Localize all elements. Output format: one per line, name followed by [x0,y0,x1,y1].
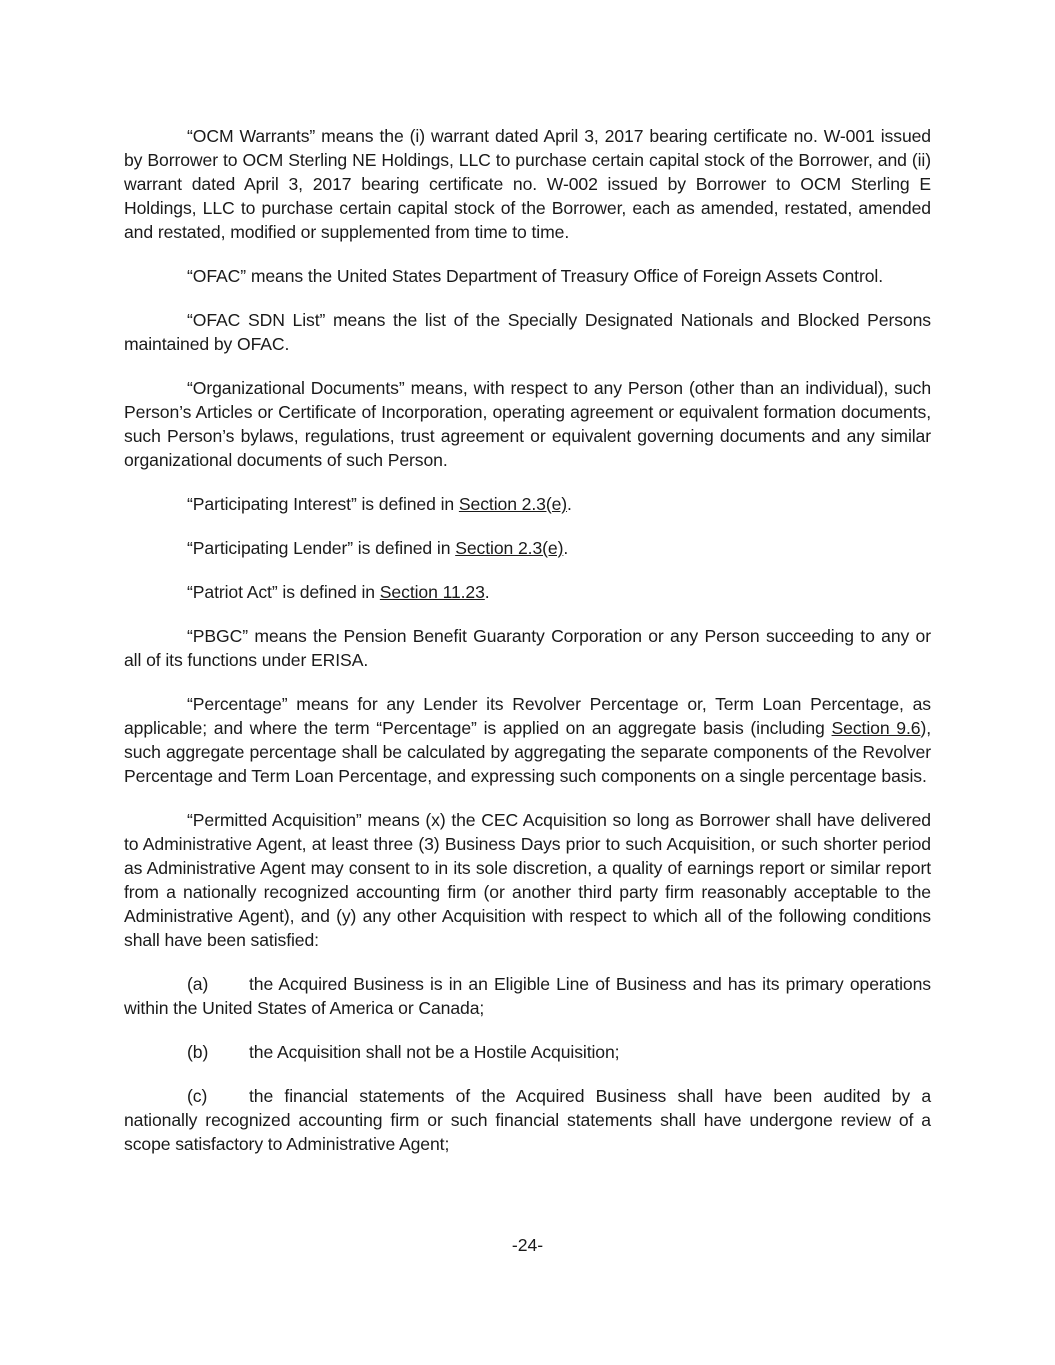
definition-pbgc [124,624,931,672]
condition-label: (a) [187,974,209,994]
section-reference: Section 2.3(e) [458,494,568,514]
definition-text: is defined in [353,538,456,558]
condition-item [124,972,931,1020]
definition-end: . [563,538,569,558]
definition-text: means, with respect to any Person (other than an individual), such Person’s Articles or Certificate of Incorporation, operating agreement or equivalent formation documents, such Person’s bylaws, regulations, trust agreement or equivalent governing documents and any similar organizational documents of such Person. [124,378,931,470]
defined-term: “Participating Interest” [187,494,357,514]
definition-text: means (x) the CEC Acquisition so long as Borrower shall have delivered to Administrative Agent, at least three (3) Business Days prior to such Acquisition, or such shorter period as Administrative Agent may consent to in its sole discretion, a quality of earnings report or similar report from a nationally recognized accounting firm (or another third party firm reasonably acceptable to the Administrative Agent), and (y) any other Acquisition with respect to which all of the following conditions shall have been satisfied: [124,810,931,950]
definition-end: . [484,582,490,602]
definition-text: means the United States Department of Treasury Office of Foreign Assets Control. [246,266,884,286]
definition-permitted-acquisition [124,808,931,952]
definition-ofac-sdn-list [124,308,931,356]
definition-text: means the list of the Specially Designated Nationals and Blocked Persons maintained by OFAC. [124,310,932,354]
condition-text: the Acquired Business is in an Eligible Line of Business and has its primary operations within the United States of America or Canada; [124,974,931,1018]
defined-term: “Organizational Documents” [187,378,405,398]
definition-text: is defined in [277,582,380,602]
definition-end: ), such aggregate percentage shall be calculated by aggregating the separate components of the Revolver Percentage and Term Loan Percentage, and expressing such components on a single percentage basis. [124,718,931,786]
document-page [124,124,931,1156]
definition-organizational-documents [124,376,931,472]
definition-text: means the Pension Benefit Guaranty Corporation or any Person succeeding to any or all of its functions under ERISA. [124,626,931,670]
definition-text: means for any Lender its Revolver Percentage or, Term Loan Percentage, as applicable; and where the term “Percentage” is applied on an aggregate basis (including [124,694,931,738]
condition-label: (b) [187,1042,209,1062]
definition-patriot-act [124,580,931,604]
condition-text: the financial statements of the Acquired Business shall have been audited by a nationally recognized accounting firm or such financial statements shall have undergone review of a scope satisfactory to Administrative Agent; [124,1086,931,1154]
condition-text: the Acquisition shall not be a Hostile Acquisition; [249,1042,620,1062]
definition-participating-lender [124,536,931,560]
defined-term: “OFAC” [187,266,247,286]
section-reference: Section 9.6 [831,718,921,738]
condition-item [124,1040,931,1064]
defined-term: “Permitted Acquisition” [187,810,362,830]
section-reference: Section 11.23 [379,582,485,602]
defined-term: “PBGC” [187,626,248,646]
defined-term: “Patriot Act” [187,582,278,602]
page-number: -24- [511,1235,544,1255]
condition-label: (c) [187,1086,208,1106]
defined-term: “OFAC SDN List” [187,310,326,330]
condition-item [124,1084,931,1156]
defined-term: “OCM Warrants” [187,126,316,146]
defined-term: “Percentage” [187,694,288,714]
definition-participating-interest [124,492,931,516]
definition-percentage [124,692,931,788]
defined-term: “Participating Lender” [187,538,354,558]
definition-end: . [567,494,572,514]
section-reference: Section 2.3(e) [455,538,564,558]
definition-ofac [124,264,931,288]
definition-text: is defined in [356,494,459,514]
definition-ocm-warrants [124,124,931,244]
definition-text: means the (i) warrant dated April 3, 2017 bearing certificate no. W-001 issued by Borrower to OCM Sterling NE Holdings, LLC to purchase certain capital stock of the Borrower, and (ii) warrant dated April 3, 2017 bearing certificate no. W-002 issued by Borrower to OCM Sterling E Holdings, LLC to purchase certain capital stock of the Borrower, each as amended, restated, amended and restated, modified or supplemented from time to time. [124,126,931,242]
